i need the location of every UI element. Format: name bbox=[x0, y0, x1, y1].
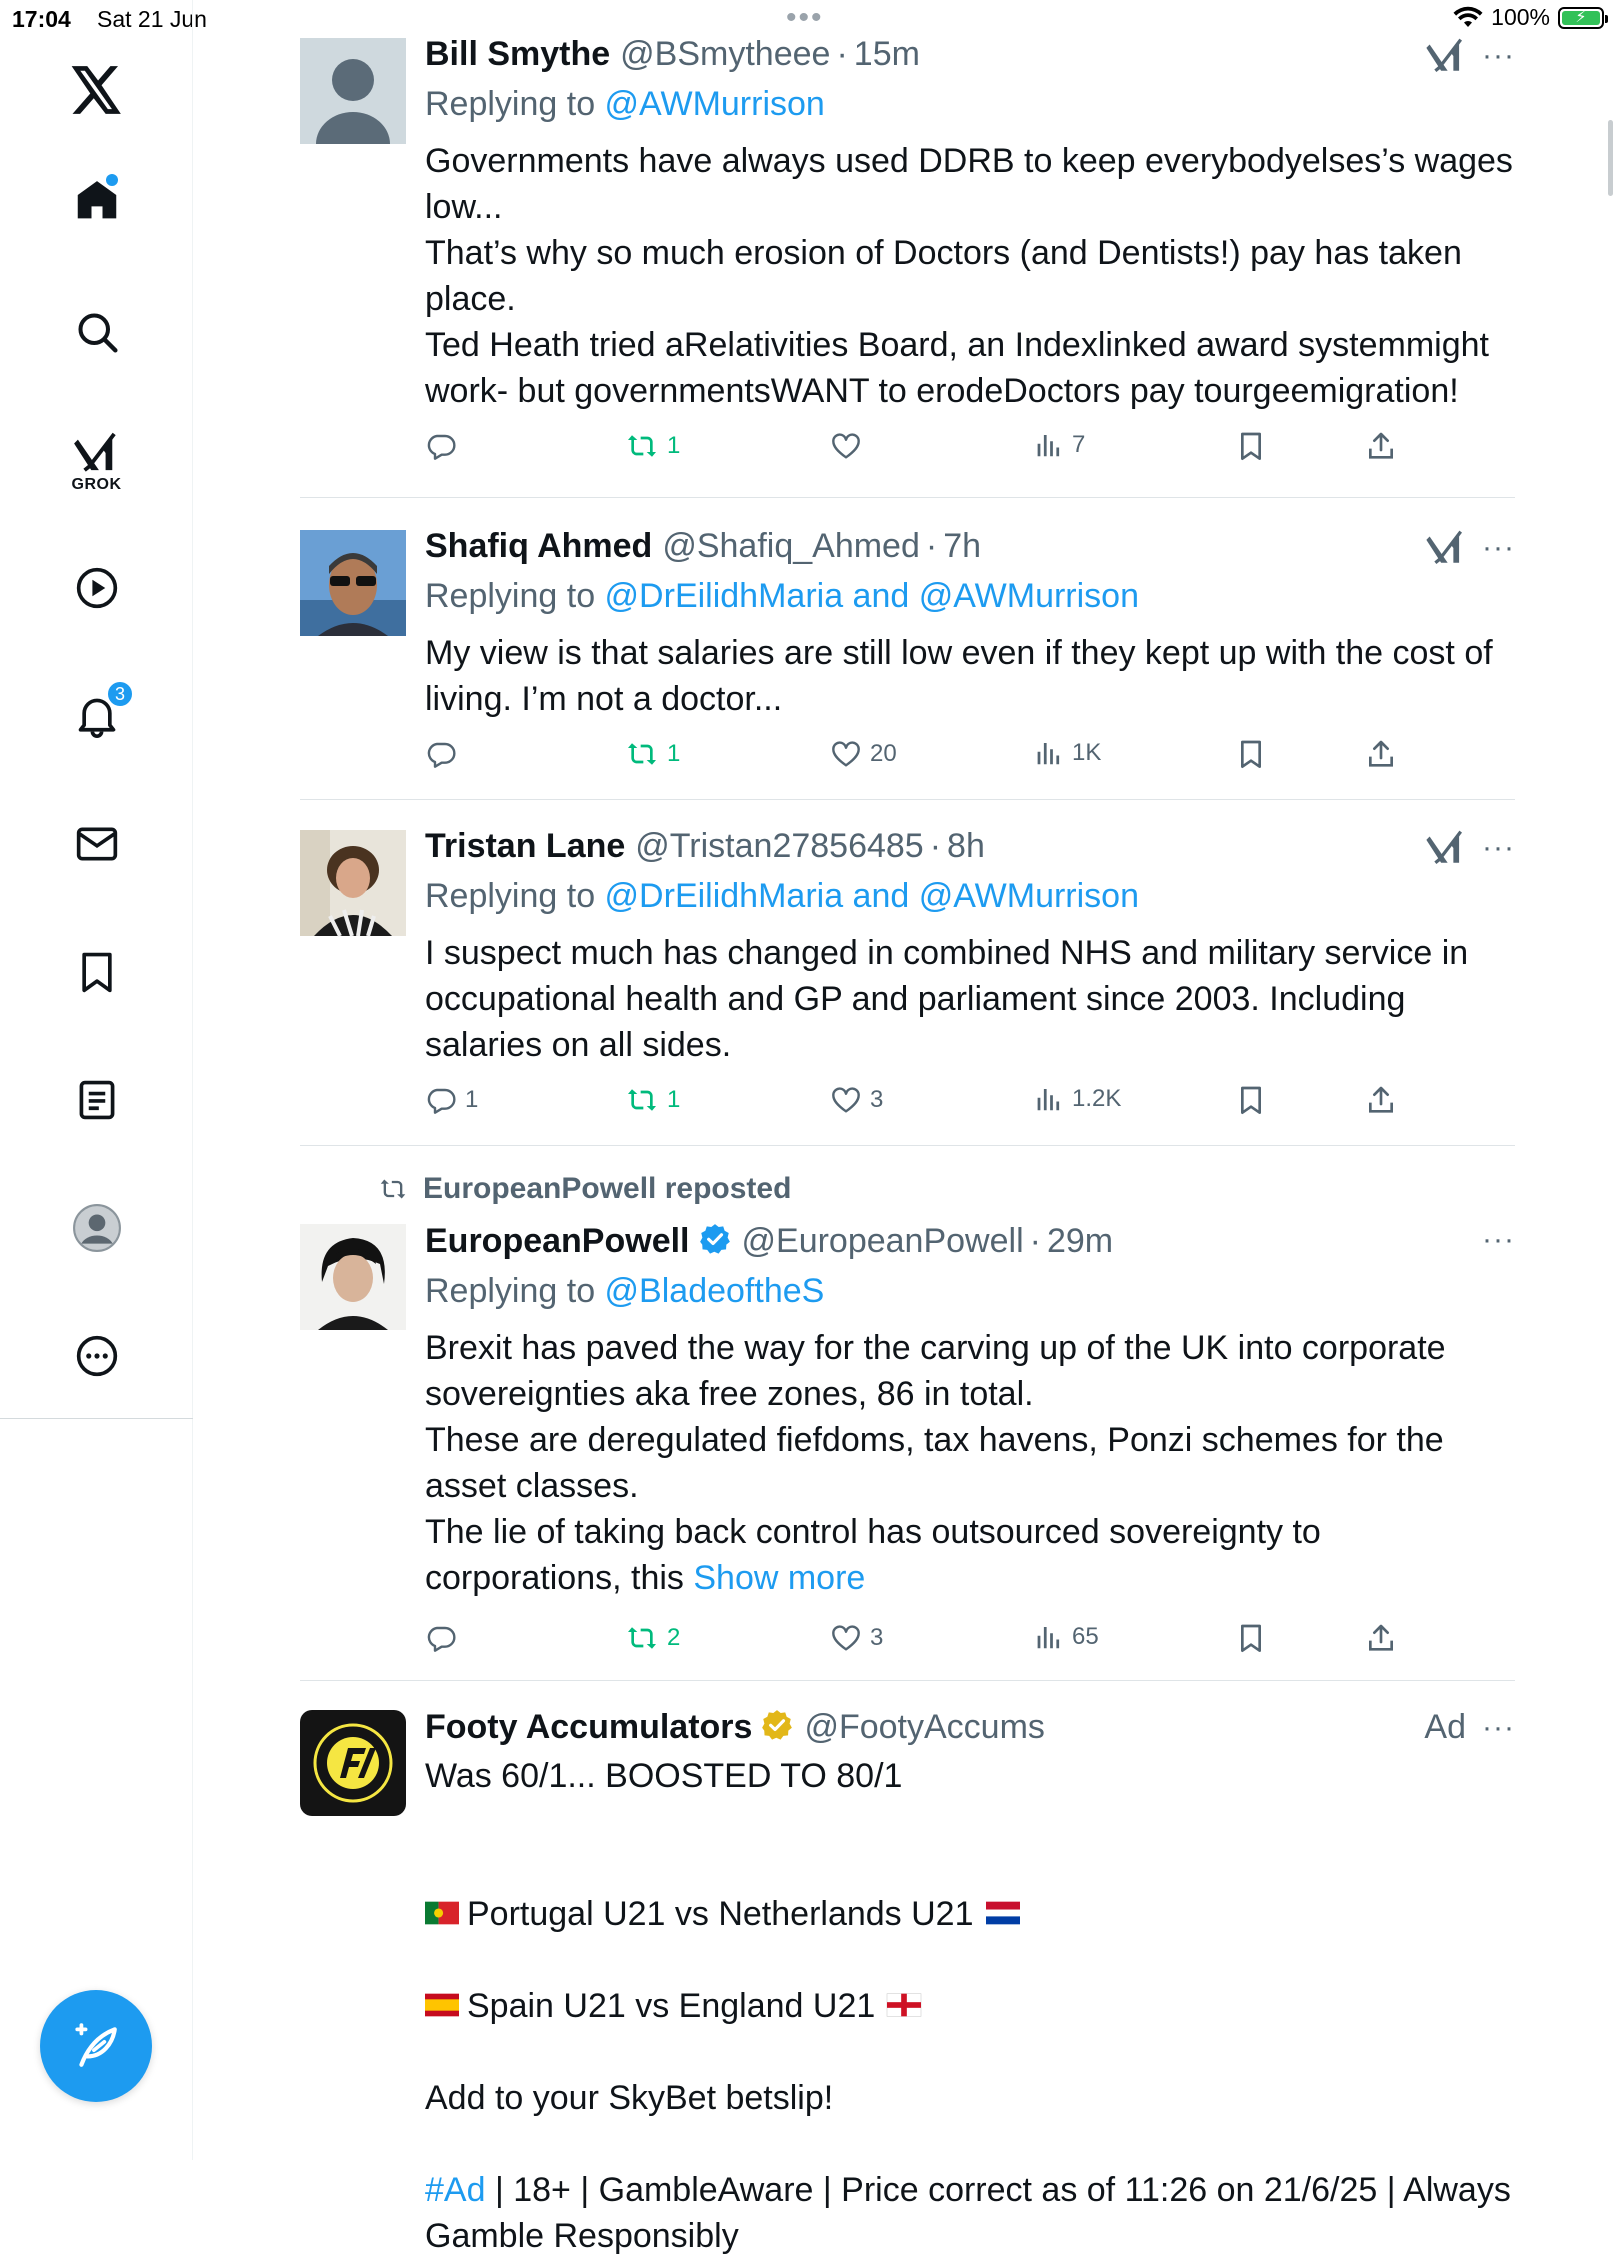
reply-button[interactable] bbox=[425, 430, 465, 462]
likes-count: 3 bbox=[870, 1086, 884, 1113]
sidebar-item-notifications[interactable] bbox=[0, 683, 193, 746]
heart-icon bbox=[830, 430, 862, 462]
views-count: 1K bbox=[1072, 739, 1102, 766]
views-chart-icon bbox=[1034, 1622, 1064, 1652]
play-icon bbox=[75, 566, 119, 610]
share-icon bbox=[1365, 430, 1397, 462]
author-handle[interactable]: @FootyAccums bbox=[804, 1708, 1045, 1746]
post-divider bbox=[300, 1145, 1515, 1146]
more-options-icon[interactable]: ··· bbox=[1482, 39, 1515, 72]
home-new-dot bbox=[106, 174, 118, 186]
reply-button[interactable] bbox=[425, 1622, 465, 1654]
gold-verified-badge-icon[interactable] bbox=[760, 1708, 794, 1742]
views-button[interactable] bbox=[1034, 430, 1085, 460]
post-text: Brexit has paved the way for the carving up of the UK into corporate sovereignties aka free zones, 86 in total. These are deregulated fiefdoms, tax havens, Ponzi schemes for the asset classes. The lie of taking back control has outsourced sovereignty to corporations, this Show more bbox=[425, 1329, 1446, 1597]
verified-badge-icon[interactable] bbox=[698, 1222, 732, 1256]
post-bill-smythe[interactable] bbox=[300, 34, 1515, 474]
reposts-count: 1 bbox=[667, 432, 681, 459]
post-action-bar bbox=[0, 430, 1620, 474]
heart-icon bbox=[830, 738, 862, 770]
author-handle[interactable]: @EuropeanPowell bbox=[741, 1222, 1024, 1260]
x-logo-icon[interactable] bbox=[0, 58, 193, 122]
notifications-badge: 3 bbox=[106, 680, 134, 708]
ad-label: Ad bbox=[1424, 1708, 1467, 1746]
replying-to-link[interactable]: @AWMurrison bbox=[604, 85, 825, 123]
bookmark-icon bbox=[1235, 1622, 1267, 1654]
ad-disclaimer: #Ad | 18+ | GambleAware | Price correct as of 11:26 on 21/6/25 | Always Gamble Responsibly bbox=[425, 2171, 1511, 2255]
sidebar-item-video[interactable] bbox=[0, 558, 193, 618]
compose-feather-icon bbox=[71, 2021, 121, 2071]
reply-icon bbox=[425, 1622, 457, 1654]
post-text: My view is that salaries are still low even if they kept up with the cost of living. I’m not a doctor... bbox=[425, 634, 1493, 718]
author-name[interactable]: Bill Smythe bbox=[425, 35, 611, 73]
hashtag-ad-link[interactable]: #Ad bbox=[425, 2171, 486, 2209]
replying-to-link[interactable]: @DrEilidhMaria and @AWMurrison bbox=[604, 877, 1140, 915]
replying-to-link[interactable]: @DrEilidhMaria and @AWMurrison bbox=[604, 577, 1140, 615]
post-action-bar bbox=[0, 738, 1620, 782]
repost-icon bbox=[625, 430, 659, 462]
share-icon bbox=[1365, 738, 1397, 770]
post-europeanpowell[interactable] bbox=[300, 1172, 1515, 1672]
replying-to: Replying to @AWMurrison bbox=[425, 85, 825, 123]
sidebar-nav bbox=[0, 0, 193, 2160]
post-divider bbox=[300, 497, 1515, 498]
multitask-dots[interactable]: ••• bbox=[786, 1, 824, 34]
post-time[interactable]: 8h bbox=[947, 827, 985, 865]
replies-count: 1 bbox=[465, 1086, 479, 1113]
avatar[interactable] bbox=[300, 530, 406, 636]
scrollbar[interactable] bbox=[1608, 120, 1613, 196]
author-name[interactable]: Shafiq Ahmed bbox=[425, 527, 653, 565]
post-action-bar bbox=[0, 1084, 1620, 1128]
spain-flag-icon bbox=[425, 1993, 459, 2017]
repost-icon bbox=[377, 1175, 409, 1203]
reply-button[interactable] bbox=[425, 738, 465, 770]
bookmark-icon bbox=[75, 950, 119, 994]
repost-button[interactable] bbox=[625, 1622, 680, 1654]
share-button[interactable] bbox=[1365, 738, 1397, 770]
replying-to: Replying to @DrEilidhMaria and @AWMurrison bbox=[425, 577, 1140, 615]
separator-dot: · bbox=[1029, 1222, 1041, 1260]
like-button[interactable] bbox=[830, 1622, 883, 1654]
grok-explain-icon[interactable] bbox=[1426, 830, 1466, 866]
views-button[interactable] bbox=[1034, 738, 1101, 768]
replying-to: Replying to @BladeoftheS bbox=[425, 1272, 825, 1310]
repost-button[interactable] bbox=[625, 738, 680, 770]
england-flag-icon bbox=[887, 1993, 921, 2017]
more-options-icon[interactable]: ··· bbox=[1482, 1710, 1515, 1744]
views-button[interactable] bbox=[1034, 1084, 1121, 1114]
avatar[interactable] bbox=[300, 1224, 406, 1330]
repost-icon bbox=[625, 738, 659, 770]
wifi-icon bbox=[1453, 7, 1483, 29]
repost-icon bbox=[625, 1084, 659, 1116]
post-time[interactable]: 15m bbox=[853, 35, 920, 73]
likes-count: 20 bbox=[870, 740, 897, 767]
ad-cta-text: Add to your SkyBet betslip! bbox=[425, 2079, 834, 2117]
share-button[interactable] bbox=[1365, 430, 1397, 462]
post-footy-accumulators-ad[interactable] bbox=[300, 1704, 1515, 2255]
replying-to: Replying to @DrEilidhMaria and @AWMurrison bbox=[425, 877, 1140, 915]
share-button[interactable] bbox=[1365, 1084, 1397, 1116]
heart-icon bbox=[830, 1084, 862, 1116]
more-circle-icon bbox=[75, 1334, 119, 1378]
battery-icon: ⚡ bbox=[1558, 7, 1604, 29]
bookmark-button[interactable] bbox=[1235, 1622, 1267, 1654]
grok-explain-icon[interactable] bbox=[1426, 530, 1466, 566]
author-name[interactable]: Footy Accumulators bbox=[425, 1708, 753, 1746]
replying-to-link[interactable]: @BladeoftheS bbox=[604, 1272, 825, 1310]
reply-icon bbox=[425, 430, 457, 462]
ad-headline: Was 60/1... BOOSTED TO 80/1 bbox=[425, 1757, 903, 1795]
like-button[interactable] bbox=[830, 430, 870, 462]
views-chart-icon bbox=[1034, 738, 1064, 768]
profile-avatar-icon bbox=[72, 1203, 122, 1253]
author-handle[interactable]: @BSmytheee bbox=[620, 35, 831, 73]
post-tristan-lane[interactable] bbox=[300, 826, 1515, 1126]
reposted-by: EuropeanPowell reposted bbox=[423, 1172, 792, 1205]
reply-button[interactable] bbox=[425, 1084, 478, 1116]
author-name[interactable]: EuropeanPowell bbox=[425, 1222, 690, 1260]
bookmark-icon bbox=[1235, 738, 1267, 770]
post-divider bbox=[300, 1680, 1515, 1681]
views-count: 65 bbox=[1072, 1623, 1099, 1650]
views-chart-icon bbox=[1034, 1084, 1064, 1114]
bookmark-icon bbox=[1235, 430, 1267, 462]
like-button[interactable] bbox=[830, 1084, 883, 1116]
battery-percent: 100% bbox=[1491, 4, 1550, 30]
search-icon bbox=[75, 310, 119, 354]
post-text: I suspect much has changed in combined NHS and military service in occupational health and GP and parliament since 2003. Including salaries on all sides. bbox=[425, 934, 1469, 1064]
author-handle[interactable]: @Tristan27856485 bbox=[635, 827, 924, 865]
heart-icon bbox=[830, 1622, 862, 1654]
sidebar-item-messages[interactable] bbox=[0, 814, 193, 874]
separator-dot: · bbox=[925, 527, 938, 565]
bookmark-button[interactable] bbox=[1235, 430, 1267, 462]
portugal-flag-icon bbox=[425, 1901, 459, 1925]
more-options-icon[interactable]: ··· bbox=[1482, 831, 1515, 864]
separator-dot: · bbox=[929, 827, 942, 865]
more-options-icon[interactable]: ··· bbox=[1482, 1223, 1515, 1256]
grok-label: GROK bbox=[71, 476, 122, 493]
repost-button[interactable] bbox=[625, 1084, 680, 1116]
share-button[interactable] bbox=[1365, 1622, 1397, 1654]
author-name[interactable]: Tristan Lane bbox=[425, 827, 626, 865]
reposts-count: 1 bbox=[667, 740, 681, 767]
post-text: Governments have always used DDRB to keep everybodyelses’s wages low... That’s why so much erosion of Doctors (and Dentists!) pay has taken place. Ted Heath tried aRelativities Board, an Indexlinked award systemmight work- but governmentsWANT to erodeDoctors pay tourgeemigration! bbox=[425, 142, 1513, 410]
repost-icon bbox=[625, 1622, 659, 1654]
status-time: 17:04 bbox=[12, 6, 71, 32]
likes-count: 3 bbox=[870, 1624, 884, 1651]
repost-button[interactable] bbox=[625, 430, 680, 462]
reply-icon bbox=[425, 738, 457, 770]
bookmark-icon bbox=[1235, 1084, 1267, 1116]
views-button[interactable] bbox=[1034, 1622, 1099, 1652]
reply-icon bbox=[425, 1084, 457, 1116]
separator-dot: · bbox=[836, 35, 848, 73]
compose-post-button[interactable] bbox=[40, 1990, 152, 2102]
grok-explain-icon[interactable] bbox=[1426, 38, 1466, 74]
avatar[interactable] bbox=[300, 1710, 406, 1816]
avatar[interactable] bbox=[300, 830, 406, 936]
post-time[interactable]: 29m bbox=[1046, 1222, 1114, 1260]
share-icon bbox=[1365, 1622, 1397, 1654]
sidebar-divider bbox=[0, 1418, 193, 1419]
netherlands-flag-icon bbox=[986, 1901, 1020, 1925]
match-line-1: Portugal U21 vs Netherlands U21 bbox=[425, 1845, 1515, 1937]
status-date: Sat 21 Jun bbox=[97, 6, 207, 32]
sidebar-item-bookmarks[interactable] bbox=[0, 942, 193, 1002]
post-action-bar bbox=[0, 1622, 1620, 1666]
repost-context[interactable] bbox=[377, 1172, 791, 1206]
match-line-2: Spain U21 vs England U21 bbox=[425, 1937, 1515, 2029]
post-time[interactable]: 7h bbox=[943, 527, 982, 565]
mail-icon bbox=[75, 822, 119, 866]
author-handle[interactable]: @Shafiq_Ahmed bbox=[662, 527, 920, 565]
post-divider bbox=[300, 799, 1515, 800]
like-button[interactable] bbox=[830, 738, 897, 770]
share-icon bbox=[1365, 1084, 1397, 1116]
sidebar-item-explore[interactable] bbox=[0, 302, 193, 362]
more-options-icon[interactable]: ··· bbox=[1482, 531, 1515, 564]
bookmark-button[interactable] bbox=[1235, 738, 1267, 770]
views-count: 1.2K bbox=[1072, 1085, 1122, 1112]
bookmark-button[interactable] bbox=[1235, 1084, 1267, 1116]
sidebar-item-home[interactable] bbox=[0, 170, 193, 230]
views-chart-icon bbox=[1034, 430, 1064, 460]
sidebar-item-profile[interactable] bbox=[0, 1198, 193, 1258]
reposts-count: 2 bbox=[667, 1624, 681, 1651]
avatar[interactable] bbox=[300, 38, 406, 144]
views-count: 7 bbox=[1072, 431, 1086, 458]
show-more-link[interactable]: Show more bbox=[693, 1559, 866, 1597]
reposts-count: 1 bbox=[667, 1086, 681, 1113]
sidebar-item-more[interactable] bbox=[0, 1326, 193, 1386]
